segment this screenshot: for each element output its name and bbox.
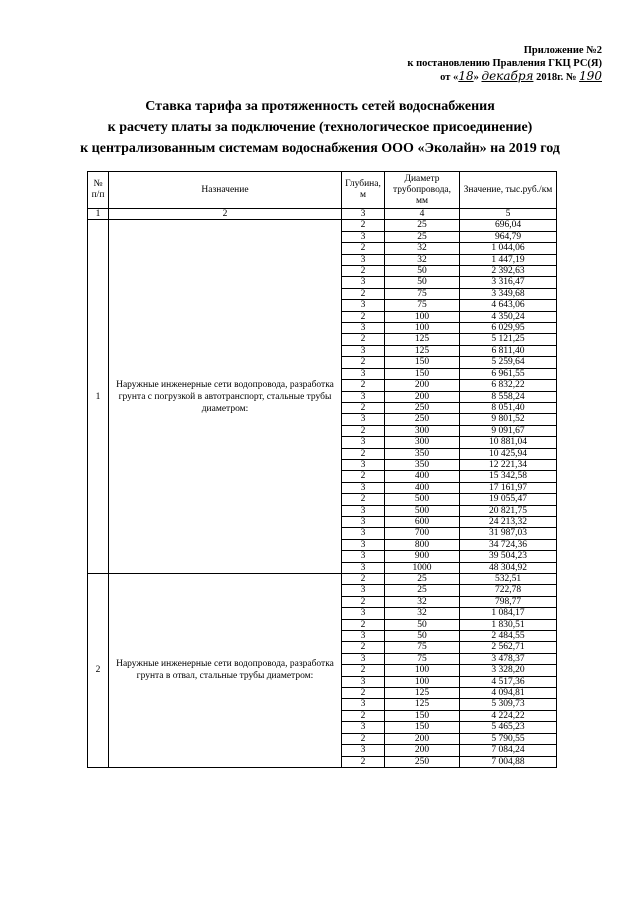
- depth-cell: 3: [342, 528, 385, 539]
- diameter-cell: 25: [385, 585, 460, 596]
- diameter-cell: 150: [385, 710, 460, 721]
- value-cell: 3 349,68: [460, 288, 557, 299]
- depth-cell: 2: [342, 619, 385, 630]
- group-purpose: Наружные инженерные сети водопровода, разработка грунта в отвал, стальные трубы диаметром:: [109, 574, 342, 768]
- value-cell: 3 316,47: [460, 277, 557, 288]
- value-cell: 4 350,24: [460, 311, 557, 322]
- value-cell: 1 447,19: [460, 254, 557, 265]
- depth-cell: 2: [342, 471, 385, 482]
- diameter-cell: 200: [385, 733, 460, 744]
- value-cell: 20 821,75: [460, 505, 557, 516]
- diameter-cell: 32: [385, 243, 460, 254]
- value-cell: 6 811,40: [460, 345, 557, 356]
- diameter-cell: 25: [385, 574, 460, 585]
- diameter-cell: 125: [385, 688, 460, 699]
- value-cell: 5 309,73: [460, 699, 557, 710]
- date-month: декабря: [481, 69, 534, 83]
- diameter-cell: 75: [385, 642, 460, 653]
- depth-cell: 3: [342, 722, 385, 733]
- header-value: Значение, тыс.руб./км: [460, 172, 557, 209]
- value-cell: 24 213,32: [460, 516, 557, 527]
- value-cell: 39 504,23: [460, 551, 557, 562]
- diameter-cell: 50: [385, 277, 460, 288]
- depth-cell: 2: [342, 243, 385, 254]
- value-cell: 7 084,24: [460, 745, 557, 756]
- diameter-cell: 900: [385, 551, 460, 562]
- diameter-cell: 800: [385, 539, 460, 550]
- value-cell: 8 051,40: [460, 402, 557, 413]
- depth-cell: 2: [342, 710, 385, 721]
- value-cell: 4 224,22: [460, 710, 557, 721]
- depth-cell: 3: [342, 345, 385, 356]
- value-cell: 1 044,06: [460, 243, 557, 254]
- date-mid: »: [473, 72, 479, 83]
- date-day: 18: [458, 69, 474, 83]
- depth-cell: 3: [342, 699, 385, 710]
- depth-cell: 2: [342, 357, 385, 368]
- value-cell: 5 121,25: [460, 334, 557, 345]
- value-cell: 3 478,37: [460, 653, 557, 664]
- table-row: [88, 574, 557, 585]
- value-cell: 4 517,36: [460, 676, 557, 687]
- depth-cell: 3: [342, 505, 385, 516]
- col-number: 4: [385, 209, 460, 220]
- diameter-cell: 300: [385, 437, 460, 448]
- depth-cell: 2: [342, 596, 385, 607]
- depth-cell: 3: [342, 653, 385, 664]
- value-cell: 2 484,55: [460, 631, 557, 642]
- depth-cell: 3: [342, 745, 385, 756]
- depth-cell: 3: [342, 562, 385, 573]
- depth-cell: 3: [342, 323, 385, 334]
- table-row: [88, 220, 557, 231]
- value-cell: 48 304,92: [460, 562, 557, 573]
- depth-cell: 3: [342, 368, 385, 379]
- value-cell: 10 425,94: [460, 448, 557, 459]
- diameter-cell: 32: [385, 254, 460, 265]
- appendix-line: к постановлению Правления ГКЦ РС(Я): [407, 58, 602, 69]
- diameter-cell: 100: [385, 665, 460, 676]
- col-number: 3: [342, 209, 385, 220]
- tariff-table: [87, 171, 557, 768]
- header-purpose: Назначение: [109, 172, 342, 209]
- depth-cell: 2: [342, 642, 385, 653]
- value-cell: 3 328,20: [460, 665, 557, 676]
- diameter-cell: 400: [385, 482, 460, 493]
- depth-cell: 2: [342, 220, 385, 231]
- depth-cell: 2: [342, 733, 385, 744]
- group-number: 2: [88, 574, 109, 768]
- title-line-3: к централизованным системам водоснабжения ООО «Эколайн» на 2019 год: [80, 141, 560, 156]
- diameter-cell: 300: [385, 425, 460, 436]
- col-number: 2: [109, 209, 342, 220]
- value-cell: 9 801,52: [460, 414, 557, 425]
- title-line-2: к расчету платы за подключение (технологическое присоединение): [107, 120, 533, 135]
- value-cell: 964,79: [460, 231, 557, 242]
- value-cell: 12 221,34: [460, 459, 557, 470]
- value-cell: 696,04: [460, 220, 557, 231]
- diameter-cell: 32: [385, 596, 460, 607]
- diameter-cell: 125: [385, 699, 460, 710]
- diameter-cell: 100: [385, 311, 460, 322]
- value-cell: 6 961,55: [460, 368, 557, 379]
- header-diameter: Диаметр трубопровода, мм: [385, 172, 460, 209]
- diameter-cell: 125: [385, 345, 460, 356]
- header-num: № п/п: [88, 172, 109, 209]
- depth-cell: 2: [342, 756, 385, 767]
- value-cell: 2 562,71: [460, 642, 557, 653]
- value-cell: 532,51: [460, 574, 557, 585]
- depth-cell: 2: [342, 494, 385, 505]
- value-cell: 34 724,36: [460, 539, 557, 550]
- diameter-cell: 100: [385, 323, 460, 334]
- document-title: [0, 96, 640, 159]
- depth-cell: 3: [342, 585, 385, 596]
- diameter-cell: 75: [385, 653, 460, 664]
- depth-cell: 3: [342, 254, 385, 265]
- depth-cell: 3: [342, 231, 385, 242]
- depth-cell: 2: [342, 311, 385, 322]
- column-number-row: [88, 209, 557, 220]
- depth-cell: 2: [342, 288, 385, 299]
- diameter-cell: 500: [385, 494, 460, 505]
- value-cell: 2 392,63: [460, 266, 557, 277]
- depth-cell: 2: [342, 334, 385, 345]
- diameter-cell: 200: [385, 745, 460, 756]
- appendix-date: [407, 70, 602, 84]
- diameter-cell: 50: [385, 619, 460, 630]
- diameter-cell: 150: [385, 368, 460, 379]
- value-cell: 6 832,22: [460, 380, 557, 391]
- date-year: 2018г. №: [536, 72, 577, 83]
- date-prefix: от «: [440, 72, 459, 83]
- value-cell: 4 094,81: [460, 688, 557, 699]
- depth-cell: 3: [342, 482, 385, 493]
- diameter-cell: 125: [385, 334, 460, 345]
- diameter-cell: 100: [385, 676, 460, 687]
- depth-cell: 2: [342, 266, 385, 277]
- group-purpose: Наружные инженерные сети водопровода, разработка грунта с погрузкой в автотранспорт, стальные трубы диаметром:: [109, 220, 342, 574]
- value-cell: 6 029,95: [460, 323, 557, 334]
- depth-cell: 2: [342, 574, 385, 585]
- depth-cell: 2: [342, 380, 385, 391]
- value-cell: 4 643,06: [460, 300, 557, 311]
- col-number: 1: [88, 209, 109, 220]
- doc-number: 190: [579, 69, 602, 83]
- depth-cell: 3: [342, 277, 385, 288]
- diameter-cell: 150: [385, 722, 460, 733]
- diameter-cell: 150: [385, 357, 460, 368]
- diameter-cell: 200: [385, 380, 460, 391]
- depth-cell: 3: [342, 676, 385, 687]
- value-cell: 798,77: [460, 596, 557, 607]
- value-cell: 5 465,23: [460, 722, 557, 733]
- value-cell: 10 881,04: [460, 437, 557, 448]
- value-cell: 15 342,58: [460, 471, 557, 482]
- appendix-block: [407, 44, 602, 84]
- depth-cell: 3: [342, 631, 385, 642]
- value-cell: 1 084,17: [460, 608, 557, 619]
- value-cell: 17 161,97: [460, 482, 557, 493]
- diameter-cell: 350: [385, 448, 460, 459]
- title-line-1: Ставка тарифа за протяженность сетей водоснабжения: [145, 99, 495, 114]
- value-cell: 1 830,51: [460, 619, 557, 630]
- diameter-cell: 350: [385, 459, 460, 470]
- value-cell: 5 790,55: [460, 733, 557, 744]
- depth-cell: 3: [342, 516, 385, 527]
- value-cell: 31 987,03: [460, 528, 557, 539]
- value-cell: 722,78: [460, 585, 557, 596]
- depth-cell: 2: [342, 425, 385, 436]
- diameter-cell: 700: [385, 528, 460, 539]
- col-number: 5: [460, 209, 557, 220]
- diameter-cell: 75: [385, 288, 460, 299]
- depth-cell: 3: [342, 414, 385, 425]
- diameter-cell: 50: [385, 631, 460, 642]
- value-cell: 9 091,67: [460, 425, 557, 436]
- value-cell: 19 055,47: [460, 494, 557, 505]
- header-depth: Глубина, м: [342, 172, 385, 209]
- appendix-title: Приложение №2: [523, 45, 602, 56]
- value-cell: 7 004,88: [460, 756, 557, 767]
- value-cell: 8 558,24: [460, 391, 557, 402]
- depth-cell: 2: [342, 448, 385, 459]
- diameter-cell: 600: [385, 516, 460, 527]
- value-cell: 5 259,64: [460, 357, 557, 368]
- diameter-cell: 1000: [385, 562, 460, 573]
- diameter-cell: 250: [385, 414, 460, 425]
- header-row: [88, 172, 557, 209]
- depth-cell: 3: [342, 539, 385, 550]
- depth-cell: 3: [342, 300, 385, 311]
- depth-cell: 3: [342, 551, 385, 562]
- diameter-cell: 25: [385, 231, 460, 242]
- depth-cell: 3: [342, 608, 385, 619]
- depth-cell: 3: [342, 391, 385, 402]
- diameter-cell: 50: [385, 266, 460, 277]
- table-body: [88, 220, 557, 768]
- depth-cell: 3: [342, 459, 385, 470]
- diameter-cell: 25: [385, 220, 460, 231]
- diameter-cell: 400: [385, 471, 460, 482]
- depth-cell: 2: [342, 665, 385, 676]
- diameter-cell: 250: [385, 402, 460, 413]
- diameter-cell: 500: [385, 505, 460, 516]
- diameter-cell: 200: [385, 391, 460, 402]
- depth-cell: 3: [342, 437, 385, 448]
- diameter-cell: 250: [385, 756, 460, 767]
- group-number: 1: [88, 220, 109, 574]
- diameter-cell: 75: [385, 300, 460, 311]
- depth-cell: 2: [342, 688, 385, 699]
- depth-cell: 2: [342, 402, 385, 413]
- diameter-cell: 32: [385, 608, 460, 619]
